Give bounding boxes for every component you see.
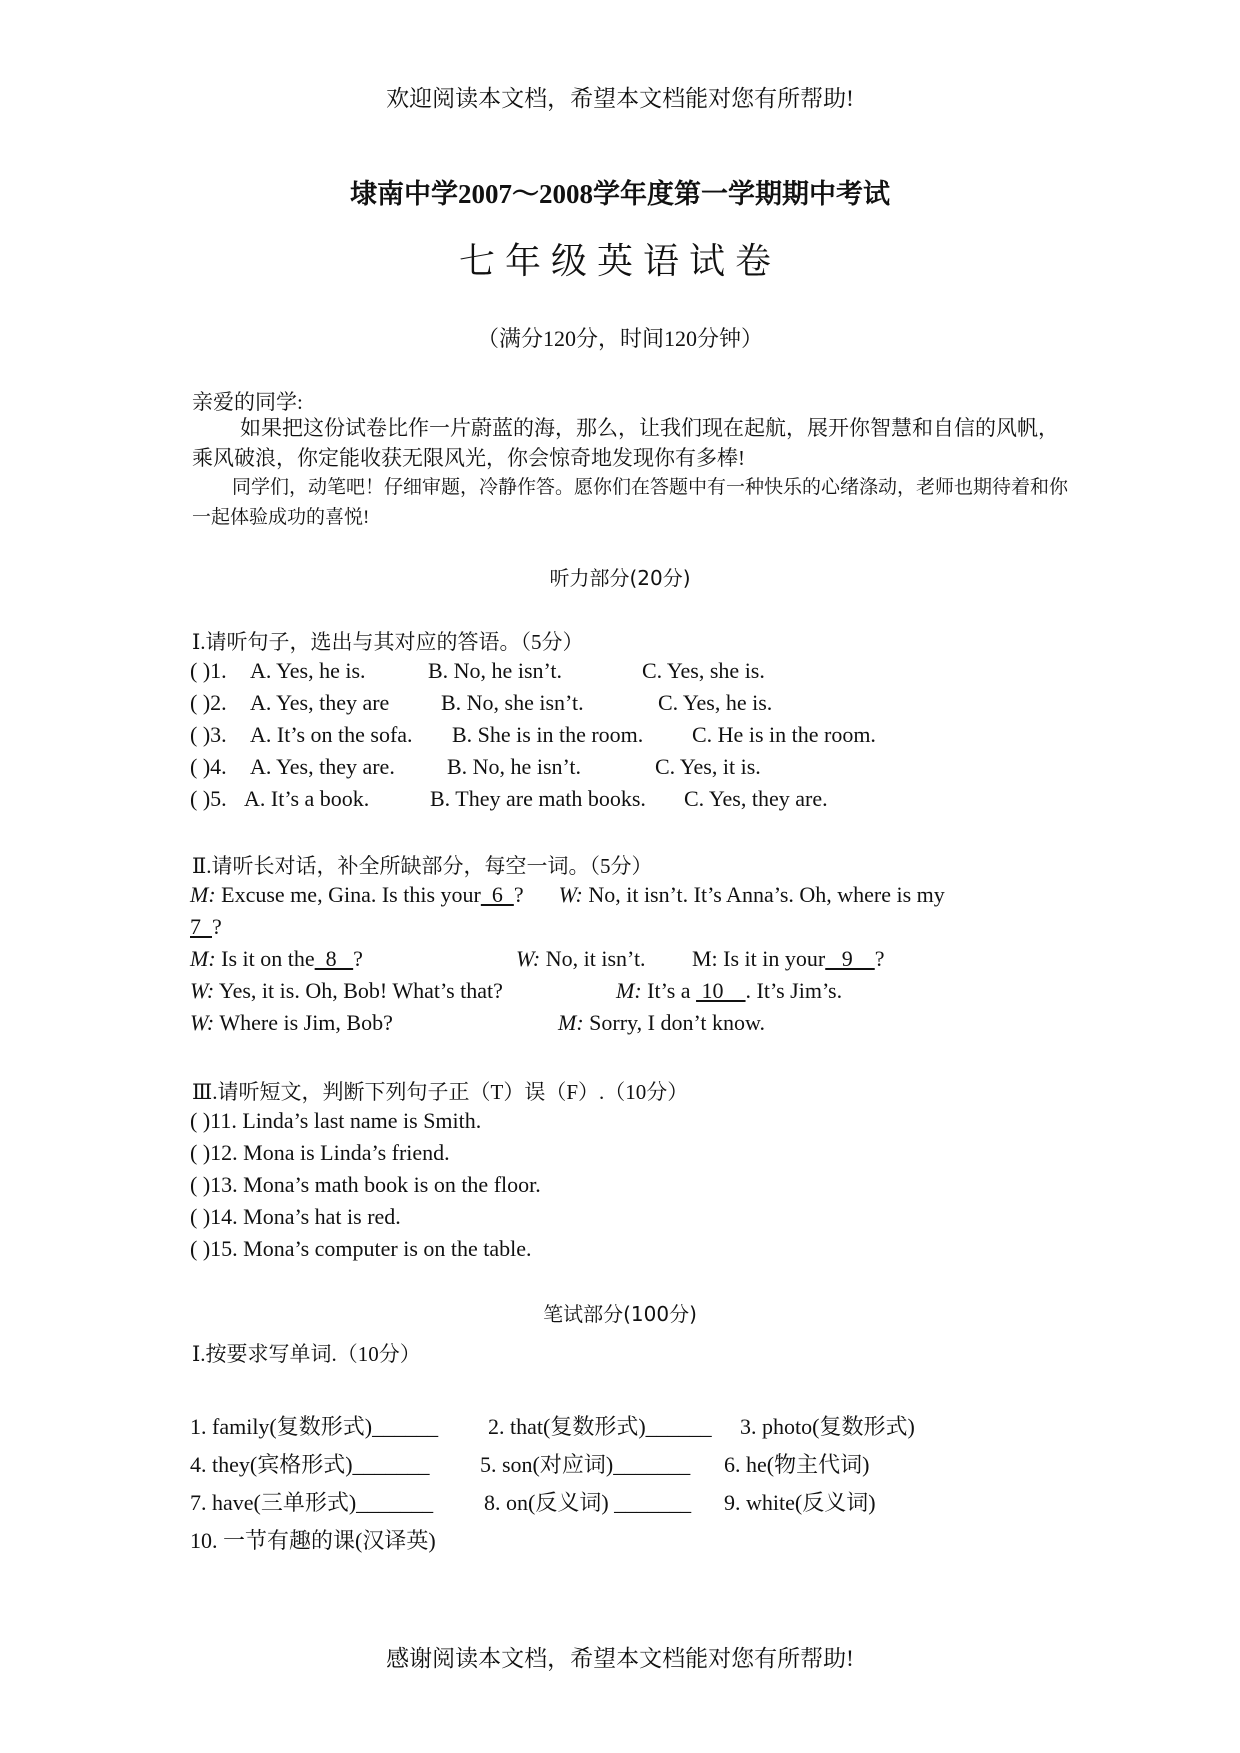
dialog-text: ? bbox=[212, 914, 222, 939]
option-c: C. Yes, he is. bbox=[658, 690, 773, 715]
dialog-line-1 bbox=[190, 882, 945, 908]
page-footer: 感谢阅读本文档，希望本文档能对您有所帮助! bbox=[386, 1646, 854, 1671]
speaker-label: M: bbox=[190, 946, 216, 971]
intro-paragraph-2: 同学们，动笔吧！仔细审题，冷静作答。愿你们在答题中有一种快乐的心绪涤动，老师也期待着和你一起体验成功的喜悦! bbox=[192, 477, 1069, 528]
option-a: A. It’s on the sofa. bbox=[250, 722, 413, 747]
word-task: 7. have(三单形式)_______ bbox=[190, 1490, 434, 1515]
page-header: 欢迎阅读本文档，希望本文档能对您有所帮助! bbox=[386, 86, 854, 111]
dialog-text: . It’s Jim’s. bbox=[745, 978, 843, 1003]
list-item: ( )14. Mona’s hat is red. bbox=[190, 1204, 401, 1229]
dialog-text: ? bbox=[874, 946, 885, 971]
item-number: ( )1. bbox=[190, 658, 227, 683]
item-number: ( )3. bbox=[190, 722, 227, 747]
list-item: ( )12. Mona is Linda’s friend. bbox=[190, 1140, 450, 1165]
item-number: ( )4. bbox=[190, 754, 227, 779]
dialog-text: ? bbox=[513, 882, 524, 907]
option-c: C. Yes, she is. bbox=[642, 658, 765, 683]
speaker-label: M: bbox=[190, 882, 216, 907]
list-item: ( )13. Mona’s math book is on the floor. bbox=[190, 1172, 541, 1197]
list-item: ( )11. Linda’s last name is Smith. bbox=[190, 1108, 482, 1133]
word-task: 9. white(反义词) bbox=[724, 1490, 876, 1515]
greeting: 亲爱的同学: bbox=[192, 390, 303, 414]
part2-heading: Ⅱ.请听长对话，补全所缺部分，每空一词。（5分） bbox=[192, 854, 653, 878]
option-b: B. No, he isn’t. bbox=[447, 754, 582, 779]
speaker-label: W: bbox=[516, 946, 541, 971]
dialog-line-2 bbox=[190, 914, 222, 940]
exam-title: 埭南中学2007～2008学年度第一学期期中考试 bbox=[350, 179, 890, 209]
option-a: A. Yes, he is. bbox=[250, 658, 366, 683]
dialog-text: Sorry, I don’t know. bbox=[583, 1010, 765, 1035]
dialog-text: Yes, it is. Oh, Bob! What’s that? bbox=[214, 978, 503, 1003]
speaker-label: W: bbox=[558, 882, 583, 907]
item-number: ( )2. bbox=[190, 690, 227, 715]
list-item: 10. 一节有趣的课(汉译英) bbox=[190, 1528, 436, 1553]
blank-9: 9 bbox=[825, 946, 875, 971]
list-item: ( )15. Mona’s computer is on the table. bbox=[190, 1236, 532, 1261]
word-task: 8. on(反义词) _______ bbox=[484, 1490, 692, 1515]
part4-heading: Ⅰ.按要求写单词.（10分） bbox=[192, 1342, 421, 1366]
exam-subtitle: 七年级英语试卷 bbox=[458, 241, 781, 281]
dialog-text: It’s a bbox=[641, 978, 697, 1003]
speaker-label: W: bbox=[190, 978, 215, 1003]
word-task: 4. they(宾格形式)_______ bbox=[190, 1452, 430, 1477]
option-a: A. It’s a book. bbox=[244, 786, 370, 811]
dialog-text: M: Is it in your bbox=[692, 946, 826, 971]
word-task: 6. he(物主代词) bbox=[724, 1452, 870, 1477]
word-task: 2. that(复数形式)______ bbox=[488, 1414, 712, 1439]
option-b: B. No, she isn’t. bbox=[441, 690, 584, 715]
speaker-label: M: bbox=[616, 978, 642, 1003]
word-task: 5. son(对应词)_______ bbox=[480, 1452, 691, 1477]
blank-10: 10 bbox=[696, 978, 746, 1003]
part3-heading: Ⅲ.请听短文，判断下列句子正（T）误（F）.（10分） bbox=[192, 1080, 689, 1104]
written-section-title: 笔试部分(100分) bbox=[543, 1302, 697, 1326]
intro-paragraph-1: 如果把这份试卷比作一片蔚蓝的海，那么，让我们现在起航，展开你智慧和自信的风帆，乘风破浪，你定能收获无限风光，你会惊奇地发现你有多棒! bbox=[192, 416, 1059, 470]
word-task: 3. photo(复数形式) bbox=[740, 1414, 915, 1439]
dialog-text: Is it on the bbox=[215, 946, 315, 971]
word-task: 1. family(复数形式)______ bbox=[190, 1414, 439, 1439]
dialog-text: ? bbox=[353, 946, 363, 971]
option-b: B. They are math books. bbox=[430, 786, 646, 811]
part1-heading: Ⅰ.请听句子，选出与其对应的答语。（5分） bbox=[192, 630, 584, 654]
option-c: C. Yes, they are. bbox=[684, 786, 828, 811]
blank-6: 6 bbox=[480, 882, 514, 907]
blank-8: 8 bbox=[314, 946, 354, 971]
option-c: C. Yes, it is. bbox=[655, 754, 761, 779]
score-info: （满分120分，时间120分钟） bbox=[476, 326, 763, 351]
dialog-text: Excuse me, Gina. Is this your bbox=[215, 882, 481, 907]
blank-7: 7 bbox=[190, 914, 212, 939]
dialog-text: No, it isn’t. It’s Anna’s. Oh, where is my bbox=[582, 882, 945, 907]
option-c: C. He is in the room. bbox=[692, 722, 876, 747]
speaker-label: W: bbox=[190, 1010, 215, 1035]
option-a: A. Yes, they are bbox=[250, 690, 390, 715]
listening-section-title: 听力部分(20分) bbox=[549, 566, 691, 590]
option-b: B. She is in the room. bbox=[452, 722, 644, 747]
option-b: B. No, he isn’t. bbox=[428, 658, 563, 683]
item-number: ( )5. bbox=[190, 786, 227, 811]
speaker-label: M: bbox=[558, 1010, 584, 1035]
dialog-text: No, it isn’t. bbox=[540, 946, 646, 971]
option-a: A. Yes, they are. bbox=[250, 754, 395, 779]
dialog-text: Where is Jim, Bob? bbox=[214, 1010, 393, 1035]
